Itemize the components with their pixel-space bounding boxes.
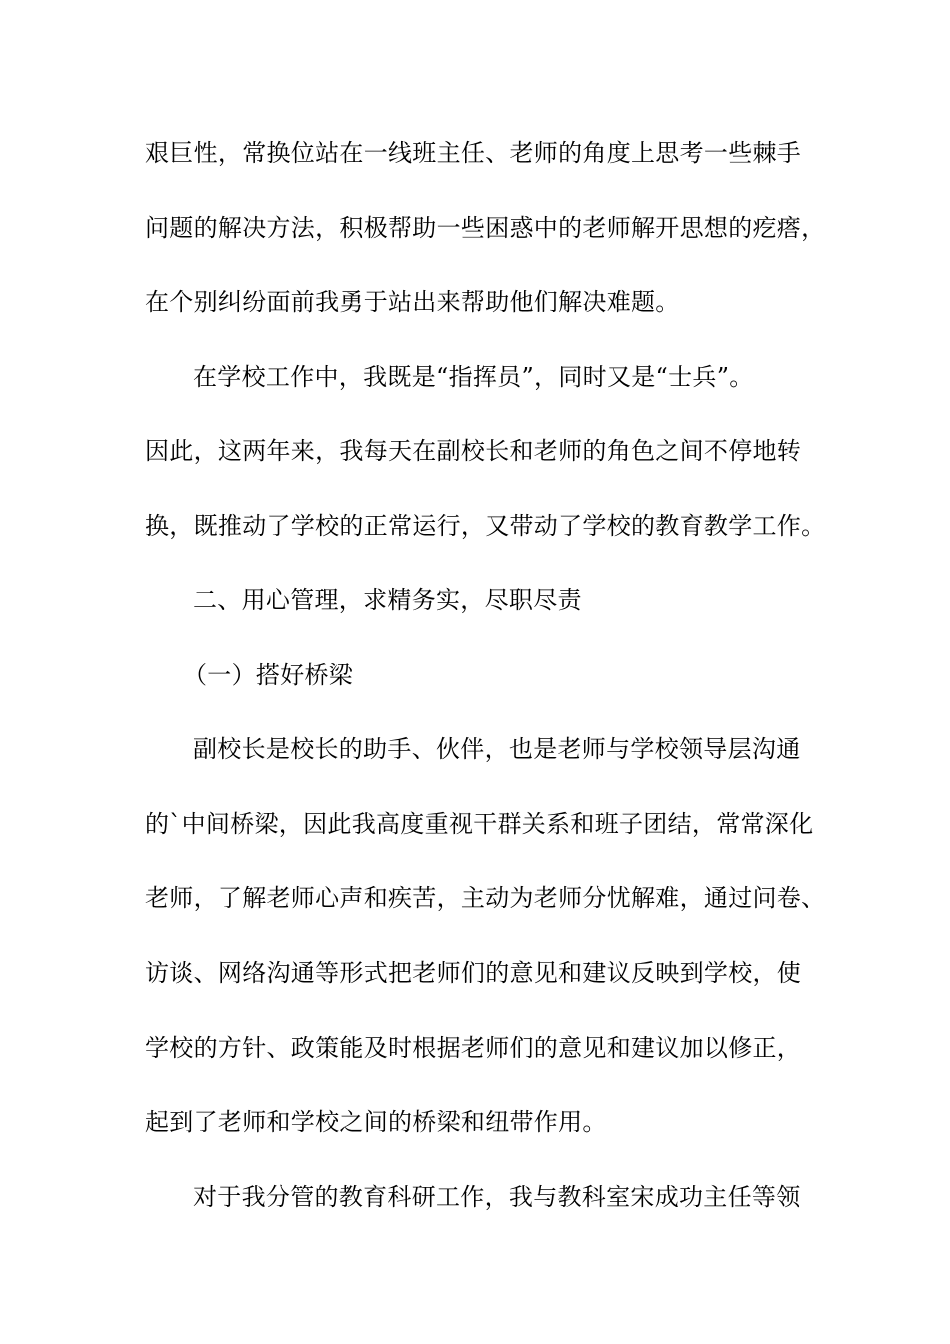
text-line: 因此，这两年来，我每天在副校长和老师的角色之间不停地转 (145, 437, 802, 465)
text-line: 在个别纠纷面前我勇于站出来帮助他们解决难题。 (145, 288, 680, 316)
paragraph-first-line: 对于我分管的教育科研工作，我与教科室宋成功主任等领 (193, 1183, 801, 1211)
text-line: 老师，了解老师心声和疾苦，主动为老师分忧解难，通过问卷、 (145, 884, 826, 912)
paragraph-first-line: 在学校工作中，我既是“指挥员”，同时又是“士兵”。 (193, 363, 754, 391)
text-line: 访谈、网络沟通等形式把老师们的意见和建议反映到学校，使 (145, 959, 802, 987)
section-heading: 二、用心管理，求精务实，尽职尽责 (193, 586, 582, 614)
text-line: 学校的方针、政策能及时根据老师们的意见和建议加以修正， (145, 1034, 802, 1062)
subsection-heading: （一）搭好桥梁 (183, 661, 354, 689)
paragraph-first-line: 副校长是校长的助手、伙伴，也是老师与学校领导层沟通 (193, 735, 801, 763)
text-line: 问题的解决方法，积极帮助一些困惑中的老师解开思想的疙瘩， (145, 214, 826, 242)
text-line: 换，既推动了学校的正常运行，又带动了学校的教育教学工作。 (145, 512, 826, 540)
text-line: 艰巨性，常换位站在一线班主任、老师的角度上思考一些棘手 (145, 139, 802, 167)
text-line: 起到了老师和学校之间的桥梁和纽带作用。 (145, 1108, 607, 1136)
text-line: 的`中间桥梁，因此我高度重视干群关系和班子团结，常常深化 (145, 810, 814, 838)
